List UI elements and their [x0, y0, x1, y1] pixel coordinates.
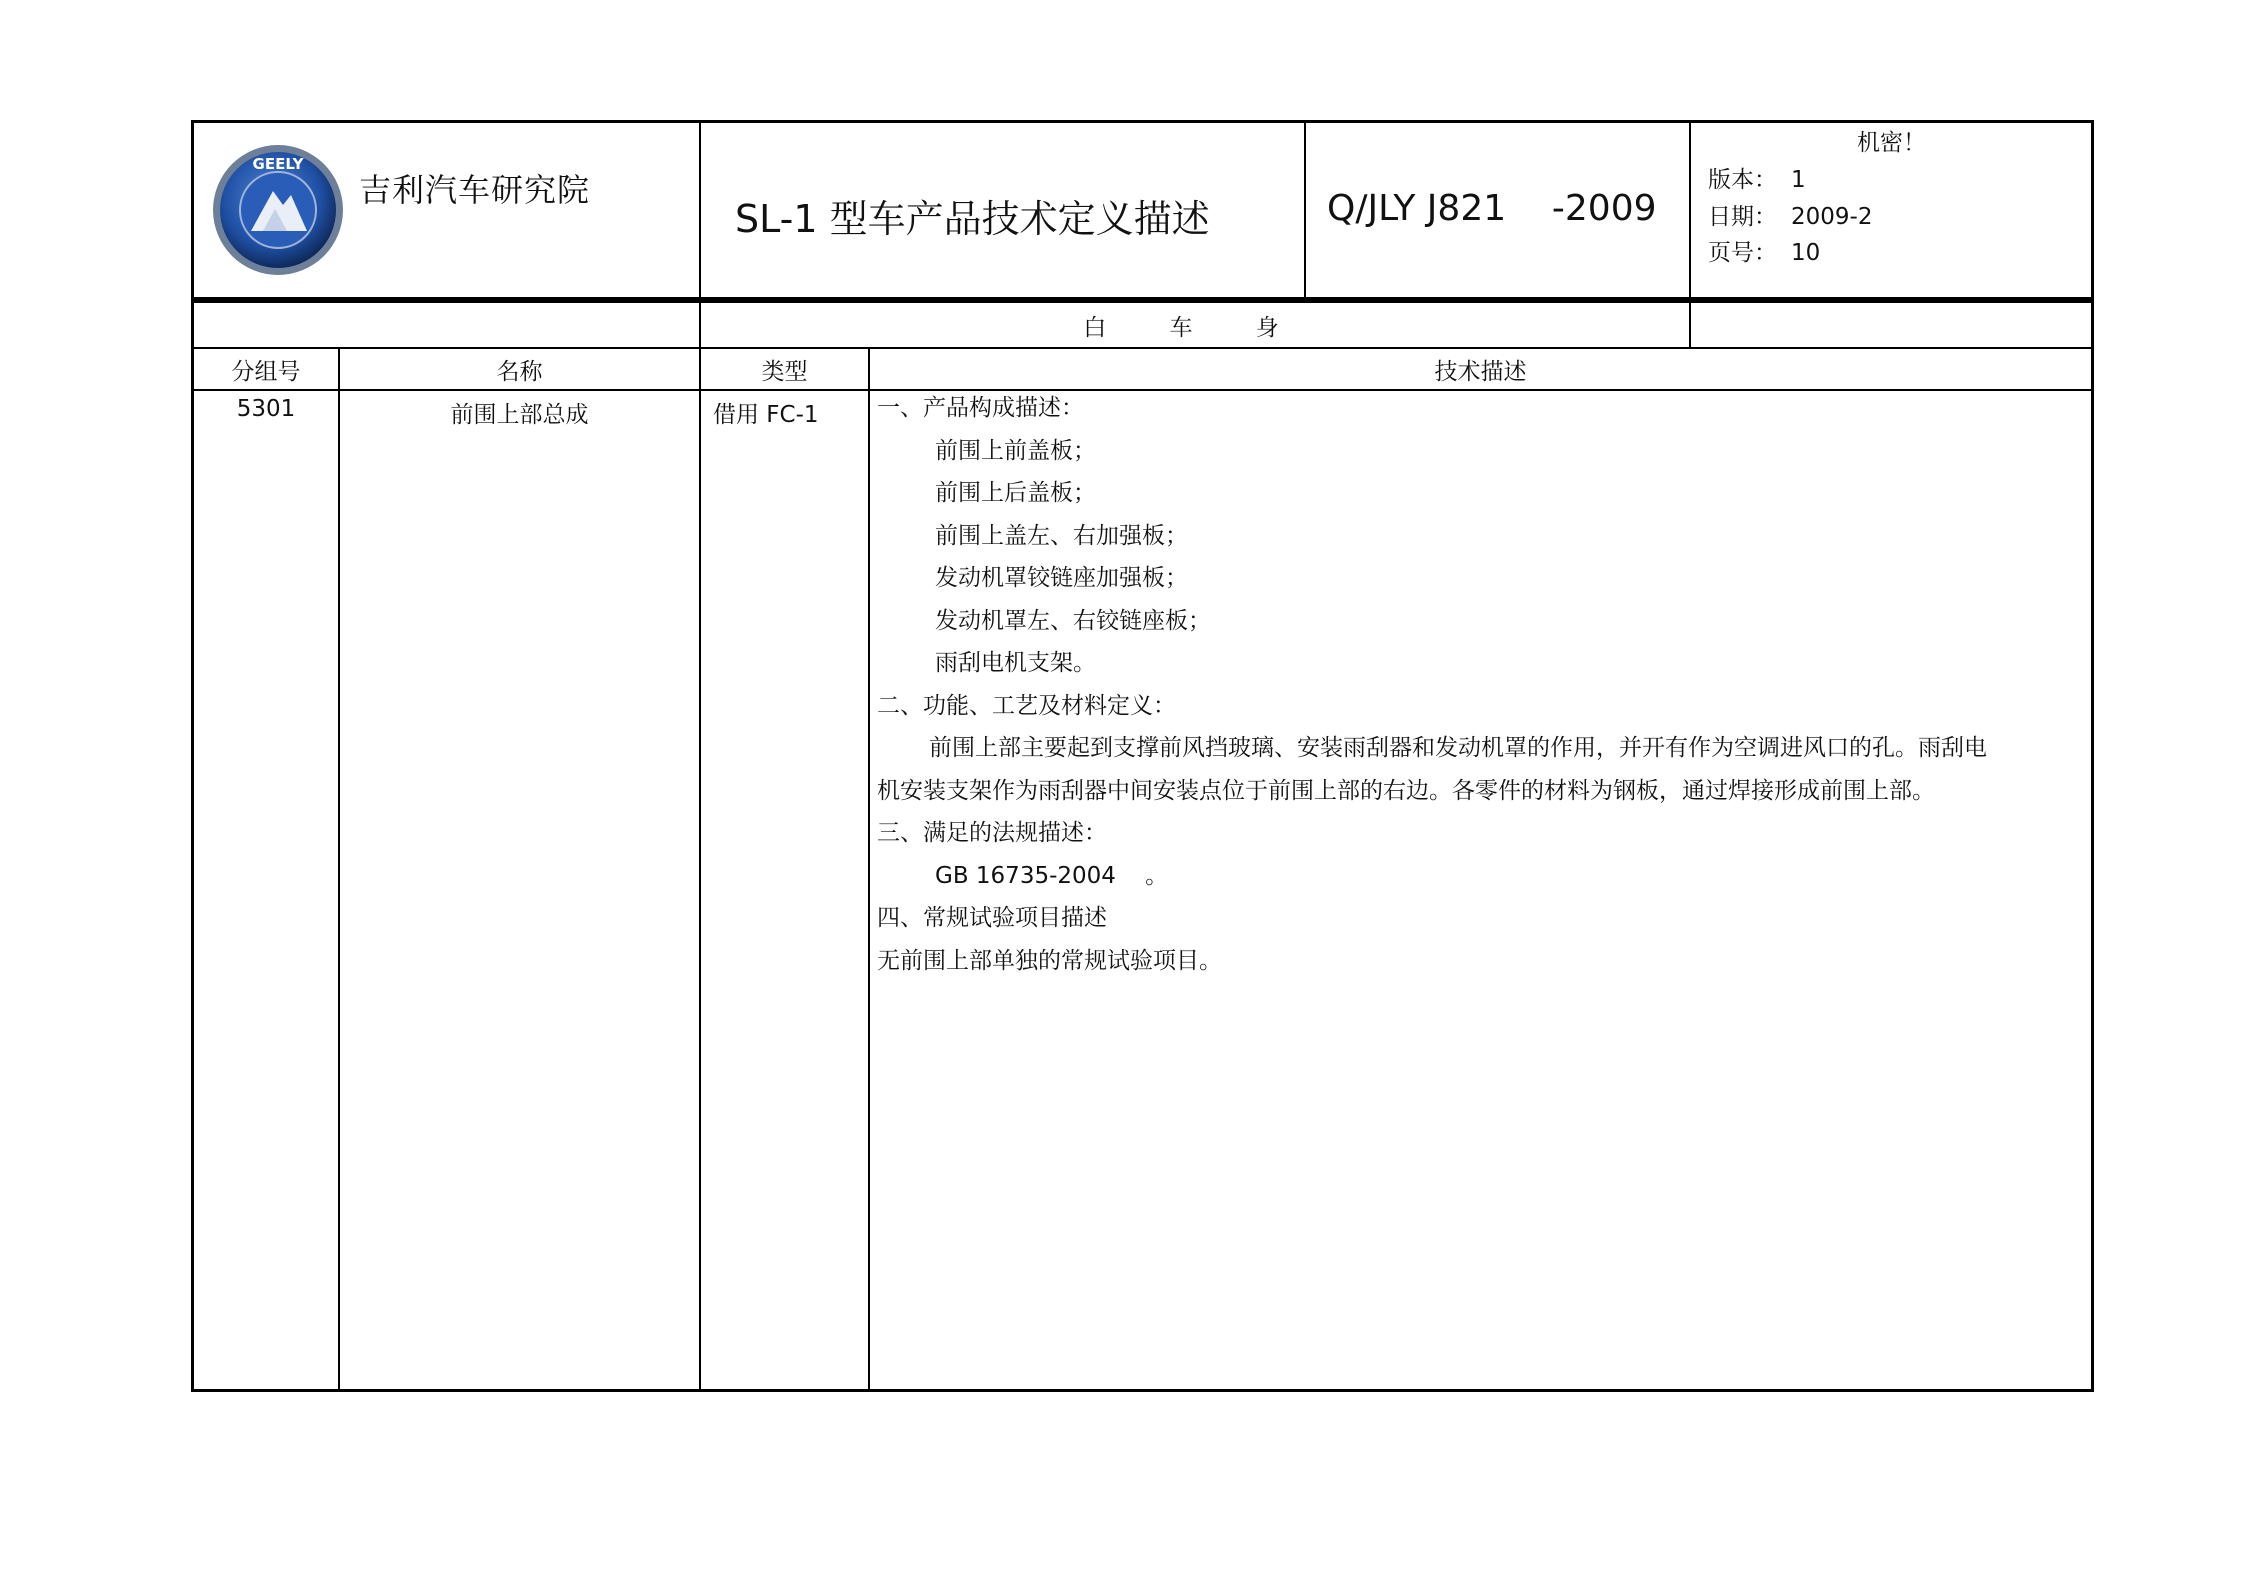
page-value: 10 — [1791, 240, 1821, 266]
col-divider-1 — [338, 347, 340, 1392]
logo-text: GEELY — [252, 155, 304, 173]
desc-heading-regulation: 三、满足的法规描述： — [877, 820, 1107, 846]
cell-group-no: 5301 — [236, 396, 296, 422]
desc-item: 前围上前盖板； — [935, 437, 1096, 464]
page-label: 页号： — [1708, 240, 1777, 266]
col-header-description: 技术描述 — [1434, 359, 1527, 385]
cell-type: 借用 FC-1 — [713, 402, 819, 428]
col-header-type: 类型 — [761, 359, 808, 385]
desc-item: 发动机罩铰链座加强板； — [935, 565, 1188, 591]
cell-description — [877, 387, 1997, 982]
desc-item: 发动机罩左、右铰链座板； — [935, 607, 1211, 634]
header-divider-1 — [699, 123, 701, 301]
section-bottom-rule — [194, 347, 2091, 349]
desc-heading-tests: 四、常规试验项目描述 — [877, 905, 1107, 931]
section-divider-right — [1689, 301, 1691, 349]
desc-item: 前围上盖左、右加强板； — [935, 522, 1188, 549]
col-divider-2 — [699, 347, 701, 1392]
section-title: 白 车 身 — [1083, 315, 1307, 341]
header-divider-2 — [1304, 123, 1306, 301]
version-value: 1 — [1791, 167, 1806, 193]
desc-item: 前围上后盖板； — [935, 480, 1096, 506]
col-header-name: 名称 — [496, 359, 543, 385]
confidential-label: 机密！ — [1857, 130, 1926, 156]
date-value: 2009-2 — [1791, 204, 1873, 230]
col-header-group-no: 分组号 — [231, 359, 301, 385]
doc-code: Q/JLY J821 -2009 — [1327, 188, 1657, 229]
col-divider-3 — [868, 347, 870, 1392]
version-label: 版本： — [1708, 167, 1777, 193]
document-frame — [191, 120, 2094, 1392]
header-divider-3 — [1689, 123, 1691, 301]
header-bottom-rule — [194, 297, 2091, 303]
desc-item: GB 16735-2004 。 — [935, 862, 1169, 889]
desc-item: 无前围上部单独的常规试验项目。 — [877, 947, 1222, 974]
desc-heading-composition: 一、产品构成描述： — [877, 395, 1084, 421]
org-name: 吉利汽车研究院 — [359, 171, 591, 209]
cell-name: 前围上部总成 — [450, 402, 589, 428]
desc-paragraph: 前围上部主要起到支撑前风挡玻璃、安装雨刮器和发动机罩的作用，并开有作为空调进风口的孔。雨刮电机安装支架作为雨刮器中间安装点位于前围上部的右边。各零件的材料为钢板，通过焊接形成前围上部。 — [877, 735, 1987, 804]
doc-title: SL-1 型车产品技术定义描述 — [735, 197, 1210, 241]
desc-heading-function: 二、功能、工艺及材料定义： — [877, 692, 1176, 719]
date-label: 日期： — [1708, 204, 1777, 230]
geely-logo-icon — [211, 143, 345, 277]
desc-item: 雨刮电机支架。 — [935, 650, 1096, 676]
